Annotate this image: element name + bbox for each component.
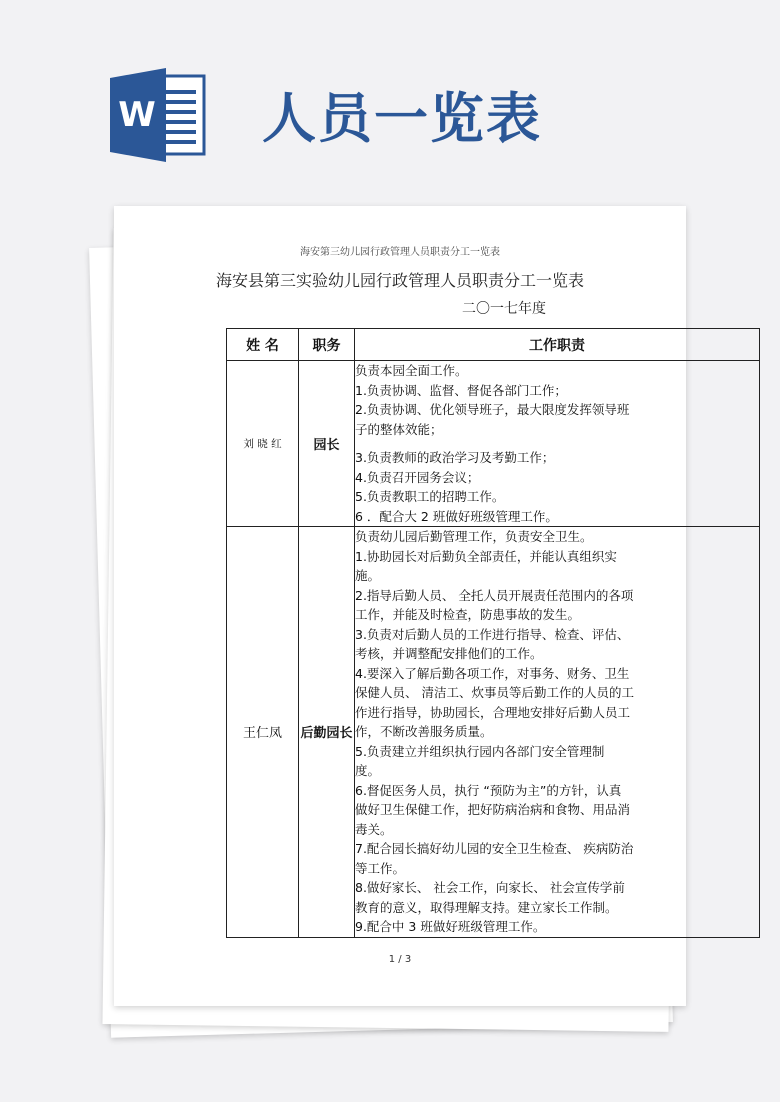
- duty-line: 施。: [355, 568, 381, 583]
- duty-line: 4.要深入了解后勤各项工作，对事务、财务、卫生: [355, 665, 630, 681]
- duty-line: 4.负责召开园务会议；: [355, 469, 480, 485]
- header-duties: 工作职责: [355, 329, 760, 361]
- duty-table: [226, 328, 760, 938]
- duty-line: 3.负责对后勤人员的工作进行指导、检查、评估、: [355, 626, 630, 642]
- duty-line: 2.指导后勤人员、 全托人员开展责任范围内的各项: [355, 587, 634, 603]
- duty-line: 9.配合中 3 班做好班级管理工作。: [355, 919, 546, 934]
- duty-line: 7.配合园长搞好幼儿园的安全卫生检查、 疾病防治: [355, 841, 634, 856]
- duty-line: 做好卫生保健工作，把好防病治病和食物、用品消: [355, 802, 631, 817]
- table-row: [227, 361, 760, 527]
- duty-line: 子的整体效能；: [355, 421, 443, 437]
- header-name: 姓 名: [227, 329, 299, 361]
- person-role: 后勤园长: [299, 527, 355, 938]
- duty-line: 1.协助园长对后勤负全部责任，并能认真组织实: [355, 548, 617, 564]
- hero-title: 人员一览表: [262, 86, 542, 150]
- document-year: 二〇一七年度: [462, 301, 546, 317]
- document-page: [114, 206, 686, 1006]
- table-row: [227, 527, 760, 938]
- duty-line: 2.负责协调、优化领导班子，最大限度发挥领导班: [355, 402, 630, 417]
- duty-line: 毒关。: [355, 821, 393, 837]
- duty-line: 5.负责建立并组织执行园内各部门安全管理制: [355, 743, 605, 759]
- duty-line: 负责本园全面工作。: [355, 363, 468, 378]
- table-header-row: [227, 329, 760, 361]
- spacer: [355, 439, 759, 448]
- duty-line: 5.负责教职工的招聘工作。: [355, 489, 505, 504]
- word-logo-icon: [108, 68, 208, 162]
- running-header: 海安第三幼儿园行政管理人员职责分工一览表: [300, 247, 500, 258]
- duty-line: 8.做好家长、 社会工作，向家长、 社会宣传学前: [355, 880, 625, 895]
- duty-line: 6.督促医务人员，执行 “预防为主”的方针，认真: [355, 782, 622, 798]
- person-role: 园长: [299, 361, 355, 527]
- duty-line: 考核，并调整配安排他们的工作。: [355, 646, 543, 661]
- duty-line: 3.负责教师的政治学习及考勤工作；: [355, 450, 555, 465]
- duty-line: 负责幼儿园后勤管理工作，负责安全卫生。: [355, 529, 593, 544]
- duty-line: 作进行指导，协助园长，合理地安排好后勤人员工: [355, 704, 631, 720]
- page-number: 1 / 3: [388, 954, 412, 965]
- person-name: 刘 晓 红: [227, 361, 299, 527]
- duty-list: [355, 527, 760, 938]
- duty-line: 作，不断改善服务质量。: [355, 724, 493, 739]
- person-name: 王仁凤: [227, 527, 299, 938]
- svg-text:W: W: [118, 95, 156, 135]
- duty-line: 教育的意义，取得理解支持。建立家长工作制。: [355, 899, 618, 915]
- duty-line: 等工作。: [355, 860, 406, 876]
- duty-line: 工作，并能及时检查，防患事故的发生。: [355, 607, 581, 622]
- header-role: 职务: [299, 329, 355, 361]
- duty-line: 6 ．配合大 2 班做好班级管理工作。: [355, 508, 558, 524]
- duty-line: 度。: [355, 763, 381, 778]
- duty-line: 保健人员、 清洁工、炊事员等后勤工作的人员的工: [355, 685, 634, 700]
- document-title: 海安县第三实验幼儿园行政管理人员职责分工一览表: [215, 271, 584, 290]
- duty-list: [355, 361, 760, 527]
- duty-line: 1.负责协调、监督、督促各部门工作；: [355, 382, 567, 398]
